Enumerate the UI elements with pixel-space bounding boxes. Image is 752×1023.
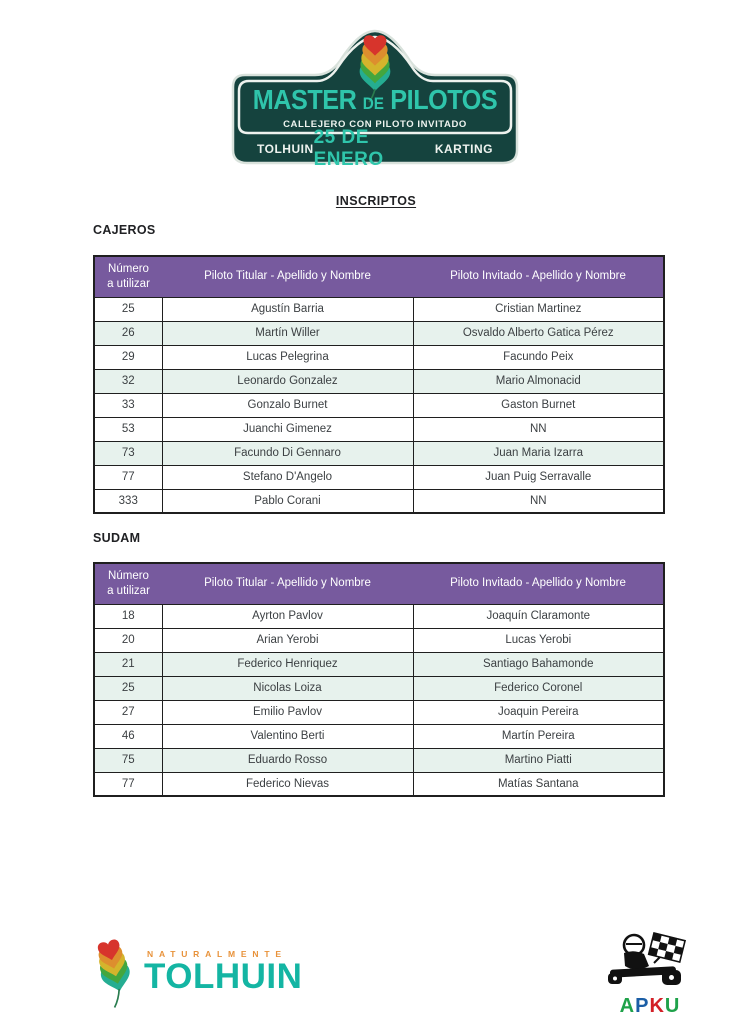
inscription-table [93, 255, 665, 514]
table-row [94, 628, 664, 652]
table-row [94, 748, 664, 772]
plate-location: TOLHUIN [257, 141, 314, 156]
plate-bottom-strip [231, 126, 519, 170]
page-title: INSCRIPTOS [335, 194, 417, 208]
sudam-table-container [93, 562, 665, 797]
plate-title-word: MASTER [252, 84, 357, 115]
table-cell: Emilio Pavlov [162, 700, 413, 724]
table-cell: 77 [94, 465, 162, 489]
table-cell: Facundo Di Gennaro [162, 441, 413, 465]
table-row [94, 441, 664, 465]
table-row [94, 772, 664, 796]
table-row [94, 297, 664, 321]
table-cell: Lucas Yerobi [413, 628, 664, 652]
plate-title [245, 84, 504, 118]
table-row [94, 417, 664, 441]
tolhuin-tagline: NATURALMENTE [147, 949, 287, 959]
table-cell: 333 [94, 489, 162, 513]
table-cell: Martín Pereira [413, 724, 664, 748]
table-row [94, 676, 664, 700]
plate-date: 25 DE ENERO [313, 126, 384, 170]
plate-category: KARTING [434, 141, 493, 156]
table-cell: 73 [94, 441, 162, 465]
tolhuin-logo [86, 938, 302, 1010]
table-cell: Cristian Martinez [413, 297, 664, 321]
table-cell: 21 [94, 652, 162, 676]
table-row [94, 652, 664, 676]
table-row [94, 465, 664, 489]
table-cell: Nicolas Loiza [162, 676, 413, 700]
table-row [94, 321, 664, 345]
table-cell: 25 [94, 676, 162, 700]
plate-subtitle: CALLEJERO CON PILOTO INVITADO [283, 119, 467, 130]
apku-logo [602, 931, 698, 1018]
column-header: Piloto Invitado - Apellido y Nombre [413, 256, 664, 297]
table-cell: 33 [94, 393, 162, 417]
table-cell: Eduardo Rosso [162, 748, 413, 772]
table-row [94, 369, 664, 393]
table-cell: Lucas Pelegrina [162, 345, 413, 369]
column-header: Piloto Titular - Apellido y Nombre [162, 256, 413, 297]
table-cell: Ayrton Pavlov [162, 604, 413, 628]
plate-title-de: DE [362, 94, 384, 113]
column-header: Piloto Invitado - Apellido y Nombre [413, 563, 664, 604]
table-cell: 18 [94, 604, 162, 628]
table-cell: 46 [94, 724, 162, 748]
table-cell: Santiago Bahamonde [413, 652, 664, 676]
table-cell: Federico Henriquez [162, 652, 413, 676]
table-cell: 75 [94, 748, 162, 772]
table-cell: 26 [94, 321, 162, 345]
table-cell: Federico Nievas [162, 772, 413, 796]
table-row [94, 393, 664, 417]
table-cell: 32 [94, 369, 162, 393]
table-cell: 27 [94, 700, 162, 724]
table-cell: Federico Coronel [413, 676, 664, 700]
table-row [94, 700, 664, 724]
cajeros-table-container [93, 255, 665, 514]
table-row [94, 489, 664, 513]
table-row [94, 604, 664, 628]
table-cell: Gaston Burnet [413, 393, 664, 417]
table-cell: Joaquín Claramonte [413, 604, 664, 628]
table-row [94, 724, 664, 748]
column-header: Piloto Titular - Apellido y Nombre [162, 563, 413, 604]
apku-label: APKU [619, 995, 681, 1017]
kart-icon [604, 931, 696, 989]
table-cell: Matías Santana [413, 772, 664, 796]
table-cell: Martino Piatti [413, 748, 664, 772]
table-cell: NN [413, 489, 664, 513]
plate-title-word: PILOTOS [390, 84, 498, 115]
section-label-sudam: SUDAM [93, 531, 141, 545]
inscription-table [93, 562, 665, 797]
checkered-flag-icon [649, 933, 685, 962]
event-logo-plate [231, 27, 519, 170]
table-cell: Joaquin Pereira [413, 700, 664, 724]
table-cell: 29 [94, 345, 162, 369]
column-header: Número a utilizar [94, 256, 162, 297]
table-cell: Juanchi Gimenez [162, 417, 413, 441]
table-cell: 53 [94, 417, 162, 441]
table-cell: Osvaldo Alberto Gatica Pérez [413, 321, 664, 345]
table-cell: Valentino Berti [162, 724, 413, 748]
table-cell: Gonzalo Burnet [162, 393, 413, 417]
table-cell: Pablo Corani [162, 489, 413, 513]
table-cell: Leonardo Gonzalez [162, 369, 413, 393]
tolhuin-wordmark: TOLHUIN [144, 957, 303, 996]
table-cell: 77 [94, 772, 162, 796]
table-cell: Facundo Peix [413, 345, 664, 369]
table-row [94, 345, 664, 369]
column-header: Número a utilizar [94, 563, 162, 604]
table-cell: 20 [94, 628, 162, 652]
table-cell: Arian Yerobi [162, 628, 413, 652]
table-cell: 25 [94, 297, 162, 321]
table-cell: Martín Willer [162, 321, 413, 345]
table-cell: Juan Puig Serravalle [413, 465, 664, 489]
table-cell: Juan Maria Izarra [413, 441, 664, 465]
table-cell: Agustín Barria [162, 297, 413, 321]
section-label-cajeros: CAJEROS [93, 223, 156, 237]
table-cell: Mario Almonacid [413, 369, 664, 393]
table-cell: Stefano D'Angelo [162, 465, 413, 489]
tolhuin-leaf-icon [86, 938, 134, 1010]
table-cell: NN [413, 417, 664, 441]
